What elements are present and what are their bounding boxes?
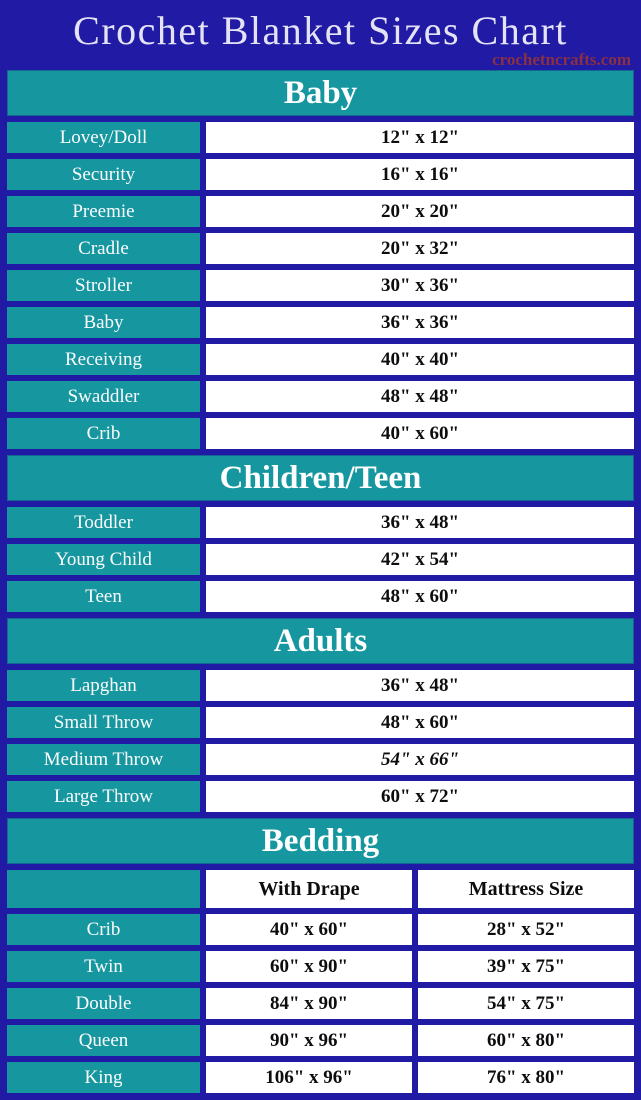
with-drape-size-cell: 90" x 96" [206, 1025, 412, 1056]
with-drape-size-cell: 106" x 96" [206, 1062, 412, 1093]
with-drape-size-cell: 60" x 90" [206, 951, 412, 982]
table-row [7, 418, 634, 449]
table-row [7, 781, 634, 812]
blanket-type-cell: Small Throw [7, 707, 200, 738]
blanket-size-cell: 60" x 72" [206, 781, 634, 812]
blanket-type-cell: Lapghan [7, 670, 200, 701]
blanket-type-cell: King [7, 1062, 200, 1093]
table-row [7, 122, 634, 153]
blanket-size-cell: 42" x 54" [206, 544, 634, 575]
mattress-size-cell: 76" x 80" [418, 1062, 634, 1093]
table-row [7, 544, 634, 575]
blanket-type-cell: Large Throw [7, 781, 200, 812]
blanket-sizes-table [0, 68, 641, 1100]
blanket-type-cell: Young Child [7, 544, 200, 575]
table-row [7, 951, 634, 982]
blanket-type-cell: Crib [7, 418, 200, 449]
blanket-size-cell: 20" x 32" [206, 233, 634, 264]
page-title: Crochet Blanket Sizes Chart [73, 8, 568, 53]
blanket-type-cell: Preemie [7, 196, 200, 227]
table-row [7, 1025, 634, 1056]
table-row [7, 1062, 634, 1093]
table-row [7, 914, 634, 945]
blanket-size-cell: 36" x 36" [206, 307, 634, 338]
table-row [7, 988, 634, 1019]
blanket-type-cell: Teen [7, 581, 200, 612]
blanket-type-cell: Double [7, 988, 200, 1019]
with-drape-size-cell: 84" x 90" [206, 988, 412, 1019]
blanket-size-cell: 48" x 60" [206, 707, 634, 738]
blanket-type-cell: Baby [7, 307, 200, 338]
mattress-size-cell: 54" x 75" [418, 988, 634, 1019]
blanket-size-cell: 36" x 48" [206, 507, 634, 538]
blanket-type-cell: Toddler [7, 507, 200, 538]
blanket-size-cell: 36" x 48" [206, 670, 634, 701]
section-header-baby: Baby [7, 70, 634, 116]
blanket-size-cell: 48" x 60" [206, 581, 634, 612]
table-row [7, 307, 634, 338]
empty-corner-cell [7, 870, 200, 908]
blanket-type-cell: Queen [7, 1025, 200, 1056]
table-row [7, 159, 634, 190]
table-row [7, 196, 634, 227]
mattress-size-cell: 39" x 75" [418, 951, 634, 982]
blanket-type-cell: Cradle [7, 233, 200, 264]
blanket-size-cell: 48" x 48" [206, 381, 634, 412]
column-header-mattress-size: Mattress Size [418, 870, 634, 908]
blanket-type-cell: Receiving [7, 344, 200, 375]
blanket-type-cell: Stroller [7, 270, 200, 301]
blanket-size-cell: 12" x 12" [206, 122, 634, 153]
blanket-size-cell: 30" x 36" [206, 270, 634, 301]
table-row [7, 581, 634, 612]
table-row [7, 670, 634, 701]
blanket-size-cell: 54" x 66" [206, 744, 634, 775]
website-credit: crochetncrafts.com [492, 50, 631, 69]
table-row [7, 507, 634, 538]
table-row [7, 381, 634, 412]
blanket-type-cell: Swaddler [7, 381, 200, 412]
table-row [7, 233, 634, 264]
section-header-adults: Adults [7, 618, 634, 664]
column-header-with-drape: With Drape [206, 870, 412, 908]
section-header-children-teen: Children/Teen [7, 455, 634, 501]
title-banner [0, 0, 641, 68]
table-row [7, 344, 634, 375]
blanket-size-cell: 40" x 60" [206, 418, 634, 449]
blanket-size-cell: 16" x 16" [206, 159, 634, 190]
mattress-size-cell: 28" x 52" [418, 914, 634, 945]
blanket-size-cell: 20" x 20" [206, 196, 634, 227]
table-row [7, 707, 634, 738]
blanket-type-cell: Twin [7, 951, 200, 982]
blanket-type-cell: Lovey/Doll [7, 122, 200, 153]
table-row [7, 744, 634, 775]
blanket-size-cell: 40" x 40" [206, 344, 634, 375]
blanket-type-cell: Crib [7, 914, 200, 945]
blanket-type-cell: Security [7, 159, 200, 190]
blanket-type-cell: Medium Throw [7, 744, 200, 775]
mattress-size-cell: 60" x 80" [418, 1025, 634, 1056]
with-drape-size-cell: 40" x 60" [206, 914, 412, 945]
table-row [7, 270, 634, 301]
bedding-column-header-row [7, 870, 634, 908]
section-header-bedding: Bedding [7, 818, 634, 864]
